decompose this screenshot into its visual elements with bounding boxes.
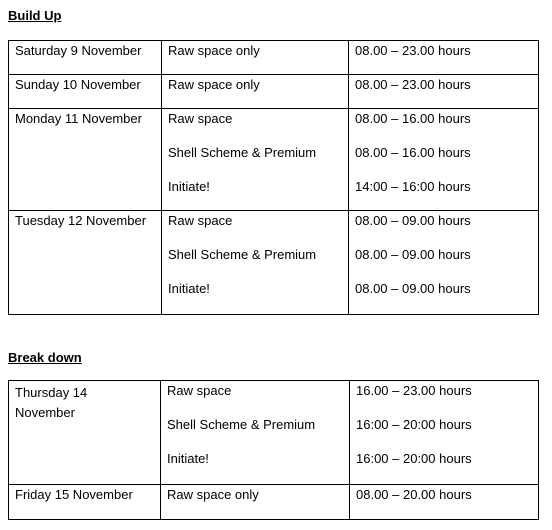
day-cell [9,41,162,75]
table-row [9,485,539,520]
time-cell [349,211,539,315]
day-cell [9,381,161,485]
space-type: Initiate! [168,179,210,194]
table-row [9,75,539,109]
space-type: Raw space [167,383,232,398]
day-label: Monday 11 November [15,111,142,126]
build-up-table [8,40,539,315]
time-cell [349,75,539,109]
time-range: 08.00 – 20.00 hours [356,487,472,502]
time-range: 14:00 – 16:00 hours [355,179,471,194]
time-cell [350,381,539,485]
break-down-heading: Break down [8,350,82,365]
space-type: Initiate! [168,281,210,296]
time-range: 16:00 – 20:00 hours [356,451,472,466]
time-range: 08.00 – 09.00 hours [355,213,471,228]
day-label: Thursday 14 [15,385,88,400]
time-cell [349,109,539,211]
space-cell [162,211,349,315]
space-cell [161,485,350,520]
space-cell [162,41,349,75]
table-row [9,381,539,485]
day-cell [9,109,162,211]
space-cell [162,75,349,109]
day-label: Tuesday 12 November [15,213,147,228]
time-range: 08.00 – 09.00 hours [355,281,471,296]
space-type: Initiate! [167,451,209,466]
table-row [9,211,539,315]
break-down-table [8,380,539,520]
space-type: Raw space only [167,487,259,502]
time-cell [350,485,539,520]
time-range: 16.00 – 23.00 hours [356,383,472,398]
time-range: 08.00 – 23.00 hours [355,77,471,92]
table-row [9,41,539,75]
day-label: Sunday 10 November [15,77,141,92]
day-label: Saturday 9 November [15,43,142,58]
space-cell [162,109,349,211]
time-range: 08.00 – 09.00 hours [355,247,471,262]
day-cell [9,485,161,520]
space-type: Shell Scheme & Premium [168,247,317,262]
time-range: 08.00 – 16.00 hours [355,145,471,160]
space-type: Raw space [168,111,233,126]
time-range: 08.00 – 23.00 hours [355,43,471,58]
space-cell [161,381,350,485]
space-type: Raw space only [168,77,260,92]
space-type: Raw space only [168,43,260,58]
day-cell [9,75,162,109]
time-range: 16:00 – 20:00 hours [356,417,472,432]
build-up-heading: Build Up [8,8,62,23]
table-row [9,109,539,211]
time-cell [349,41,539,75]
day-cell [9,211,162,315]
time-range: 08.00 – 16.00 hours [355,111,471,126]
space-type: Raw space [168,213,233,228]
day-label: Friday 15 November [15,487,133,502]
space-type: Shell Scheme & Premium [168,145,317,160]
space-type: Shell Scheme & Premium [167,417,316,432]
day-label: November [15,405,75,420]
